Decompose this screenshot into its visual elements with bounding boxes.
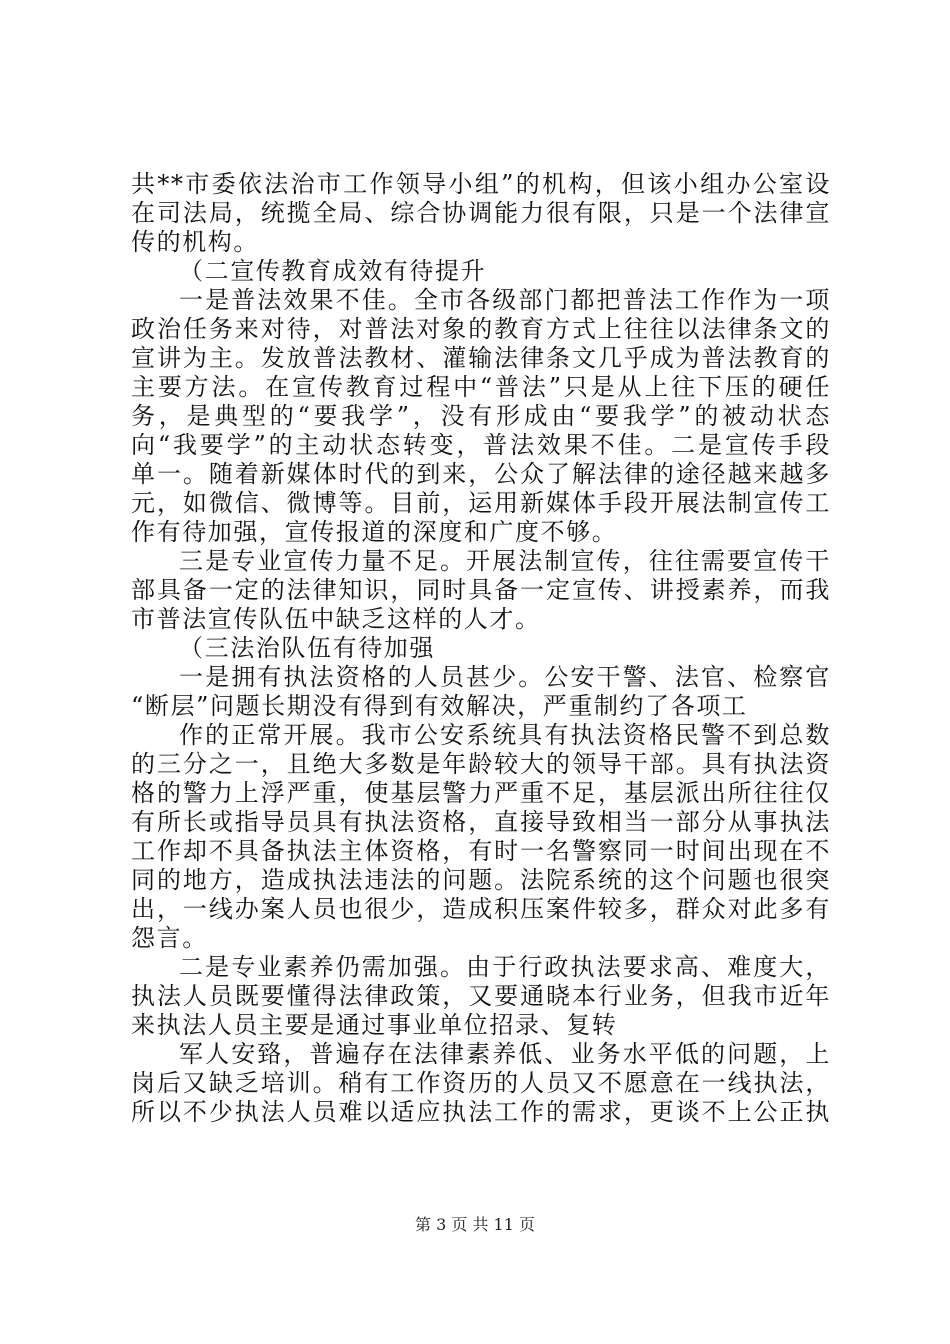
text-line: 所以不少执法人员难以适应执法工作的需求，更谈不上公正执 xyxy=(131,1098,831,1126)
text-line: 宣讲为主。发放普法教材、灌输法律条文几乎成为普法教育的 xyxy=(131,344,831,372)
text-line: 执法人员既要懂得法律政策，又要通晓本行业务，但我市近年 xyxy=(131,982,831,1010)
text-line: 工作却不具备执法主体资格，有时一名警察同一时间出现在不 xyxy=(131,837,831,865)
text-line: 一是普法效果不佳。全市各级部门都把普法工作作为一项 xyxy=(179,286,831,314)
document-body xyxy=(131,170,831,1127)
text-line: “断层”问题长期没有得到有效解决，严重制约了各项工 xyxy=(131,692,748,720)
text-line: 二是专业素养仍需加强。由于行政执法要求高、难度大， xyxy=(179,953,831,981)
text-line: 来执法人员主要是通过事业单位招录、复转 xyxy=(131,1011,618,1039)
text-line: 元，如微信、微博等。目前，运用新媒体手段开展法制宣传工 xyxy=(131,489,831,517)
text-line: 向“我要学”的主动状态转变，普法效果不佳。二是宣传手段 xyxy=(131,431,831,459)
text-line: 主要方法。在宣传教育过程中“普法”只是从上往下压的硬任 xyxy=(131,373,831,401)
page-footer: 第 3 页 共 11 页 xyxy=(415,1215,535,1234)
text-line: 军人安臵，普遍存在法律素养低、业务水平低的问题，上 xyxy=(179,1040,831,1068)
text-line: 市普法宣传队伍中缺乏这样的人才。 xyxy=(131,605,541,633)
text-line: 在司法局，统揽全局、综合协调能力很有限，只是一个法律宣 xyxy=(131,199,831,227)
text-line: 有所长或指导员具有执法资格，直接导致相当一部分从事执法 xyxy=(131,808,831,836)
text-line: 政治任务来对待，对普法对象的教育方式上往往以法律条文的 xyxy=(131,315,831,343)
text-line: 三是专业宣传力量不足。开展法制宣传，往往需要宣传干 xyxy=(179,547,831,575)
text-line: 共**市委依法治市工作领导小组”的机构，但该小组办公室设 xyxy=(131,170,831,198)
text-line: 的三分之一，且绝大多数是年龄较大的领导干部。具有执法资 xyxy=(131,750,831,778)
text-line: 一是拥有执法资格的人员甚少。公安干警、法官、检察官 xyxy=(179,663,831,691)
text-line: 单一。随着新媒体时代的到来，公众了解法律的途径越来越多 xyxy=(131,460,831,488)
text-line: 作的正常开展。我市公安系统具有执法资格民警不到总数 xyxy=(179,721,831,749)
text-line: 同的地方，造成执法违法的问题。法院系统的这个问题也很突 xyxy=(131,866,831,894)
text-line: 岗后又缺乏培训。稍有工作资历的人员又不愿意在一线执法， xyxy=(131,1069,831,1097)
text-line: 格的警力上浮严重，使基层警力严重不足，基层派出所往往仅 xyxy=(131,779,831,807)
text-line: 怨言。 xyxy=(131,924,208,952)
text-line: 出，一线办案人员也很少，造成积压案件较多，群众对此多有 xyxy=(131,895,831,923)
text-line: （二宣传教育成效有待提升 xyxy=(179,257,487,285)
text-line: 务，是典型的“要我学”，没有形成由“要我学”的被动状态 xyxy=(131,402,831,430)
text-line: 传的机构。 xyxy=(131,228,259,256)
text-line: 部具备一定的法律知识，同时具备一定宣传、讲授素养，而我 xyxy=(131,576,831,604)
text-line: （三法治队伍有待加强 xyxy=(179,634,435,662)
text-line: 作有待加强，宣传报道的深度和广度不够。 xyxy=(131,518,618,546)
